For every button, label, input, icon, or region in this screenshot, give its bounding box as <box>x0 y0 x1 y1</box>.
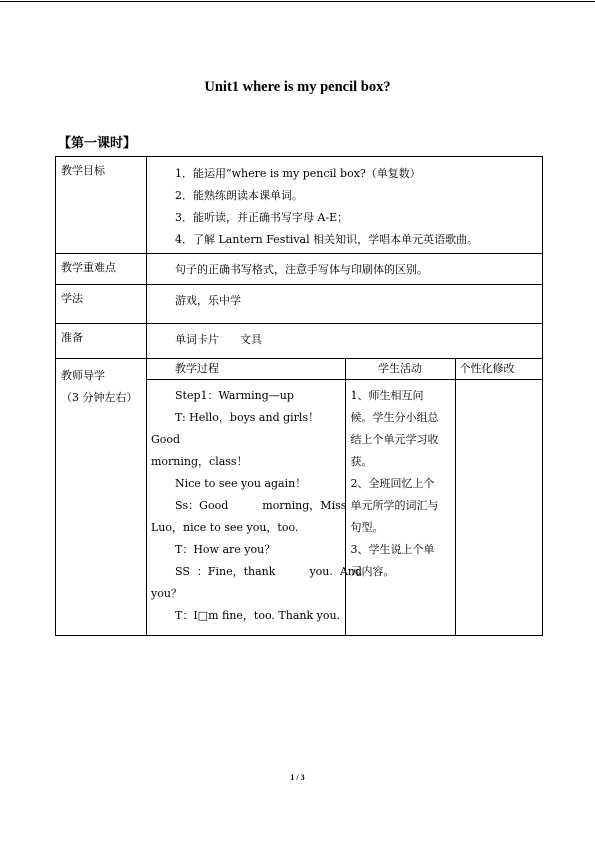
activity-line: 单元所学的词汇与 <box>350 499 439 512</box>
lesson-plan-table <box>55 156 543 636</box>
goals-label-cell <box>56 157 147 254</box>
row-goals <box>56 157 543 254</box>
personal-modification-cell <box>455 380 543 636</box>
dialogue-line: Nice to see you again！ <box>175 477 307 490</box>
row-guide <box>56 359 543 636</box>
dialogue-line: T: Hello，boys and girls！Good <box>151 411 320 446</box>
guide-content-cell <box>147 359 543 636</box>
activity-line: 2、全班回忆上个 <box>350 477 435 490</box>
activity-line: 1、师生相互问 <box>350 389 424 402</box>
activity-line: 3、学生说上个单 <box>350 543 435 556</box>
dialogue-line: T：How are you？ <box>175 543 276 556</box>
goal-item: 4．了解 Lantern Festival 相关知识，学唱本单元英语歌曲。 <box>175 233 479 246</box>
prep-value <box>147 324 543 359</box>
prep-label-cell <box>56 324 147 359</box>
prep-text: 单词卡片 文具 <box>175 333 262 346</box>
activity-line: 句型。 <box>350 521 384 534</box>
difficulty-label-cell <box>56 254 147 285</box>
dialogue-line: morning，class！ <box>151 455 248 468</box>
guide-label-cell <box>56 359 147 636</box>
dialogue-line: T：I□m fine，too. Thank you. <box>175 609 341 622</box>
goals-list <box>147 157 543 254</box>
student-activities <box>345 380 455 636</box>
dialogue-line: Luo，nice to see you，too. <box>151 521 299 534</box>
dialogue-line <box>151 561 362 583</box>
goals-label: 教学目标 <box>61 164 105 177</box>
header-activity: 学生活动 <box>345 359 455 380</box>
dialogue-fragment: morning，Miss <box>262 499 347 512</box>
row-difficulty <box>56 254 543 285</box>
difficulty-label: 教学重难点 <box>61 261 116 274</box>
activity-line: 候。学生分小组总 <box>350 411 439 424</box>
method-label: 学法 <box>61 292 83 305</box>
goal-item: 3．能听读，并正确书写字母 A-E； <box>175 211 349 224</box>
page-top-rule <box>0 1 595 2</box>
activity-line: 结上个单元学习收 <box>350 433 439 446</box>
dialogue-fragment: SS ：Fine，thank <box>175 565 276 578</box>
step-title: Step1：Warming—up <box>175 389 294 402</box>
dialogue-fragment: Ss：Good <box>175 499 229 512</box>
dialogue-line: you？ <box>151 587 182 600</box>
activity-line: 元内容。 <box>350 565 395 578</box>
dialogue-line <box>151 495 347 517</box>
document-title: Unit1 where is my pencil box? <box>204 79 391 95</box>
page-number: 1 / 3 <box>290 773 305 782</box>
prep-label: 准备 <box>61 331 83 344</box>
difficulty-value: 句子的正确书写格式，注意手写体与印刷体的区别。 <box>147 254 543 285</box>
method-value: 游戏，乐中学 <box>147 285 543 324</box>
process-header-row <box>147 359 543 380</box>
dialogue-fragment: you. And <box>309 565 362 578</box>
guide-label: 教师导学 <box>61 369 105 382</box>
process-table <box>147 359 543 635</box>
activity-line: 获。 <box>350 455 373 468</box>
goal-item: 2．能熟练朗读本课单词。 <box>175 189 303 202</box>
section-heading: 【第一课时】 <box>58 136 137 151</box>
method-label-cell <box>56 285 147 324</box>
goal-item: 1．能运用“where is my pencil box?（单复数） <box>175 167 421 180</box>
row-prep <box>56 324 543 359</box>
guide-sublabel: （3 分钟左右） <box>61 391 138 404</box>
row-method <box>56 285 543 324</box>
header-process: 教学过程 <box>147 359 345 380</box>
process-body-row <box>147 380 543 636</box>
header-modify: 个性化修改 <box>455 359 543 380</box>
teaching-process <box>147 380 362 636</box>
